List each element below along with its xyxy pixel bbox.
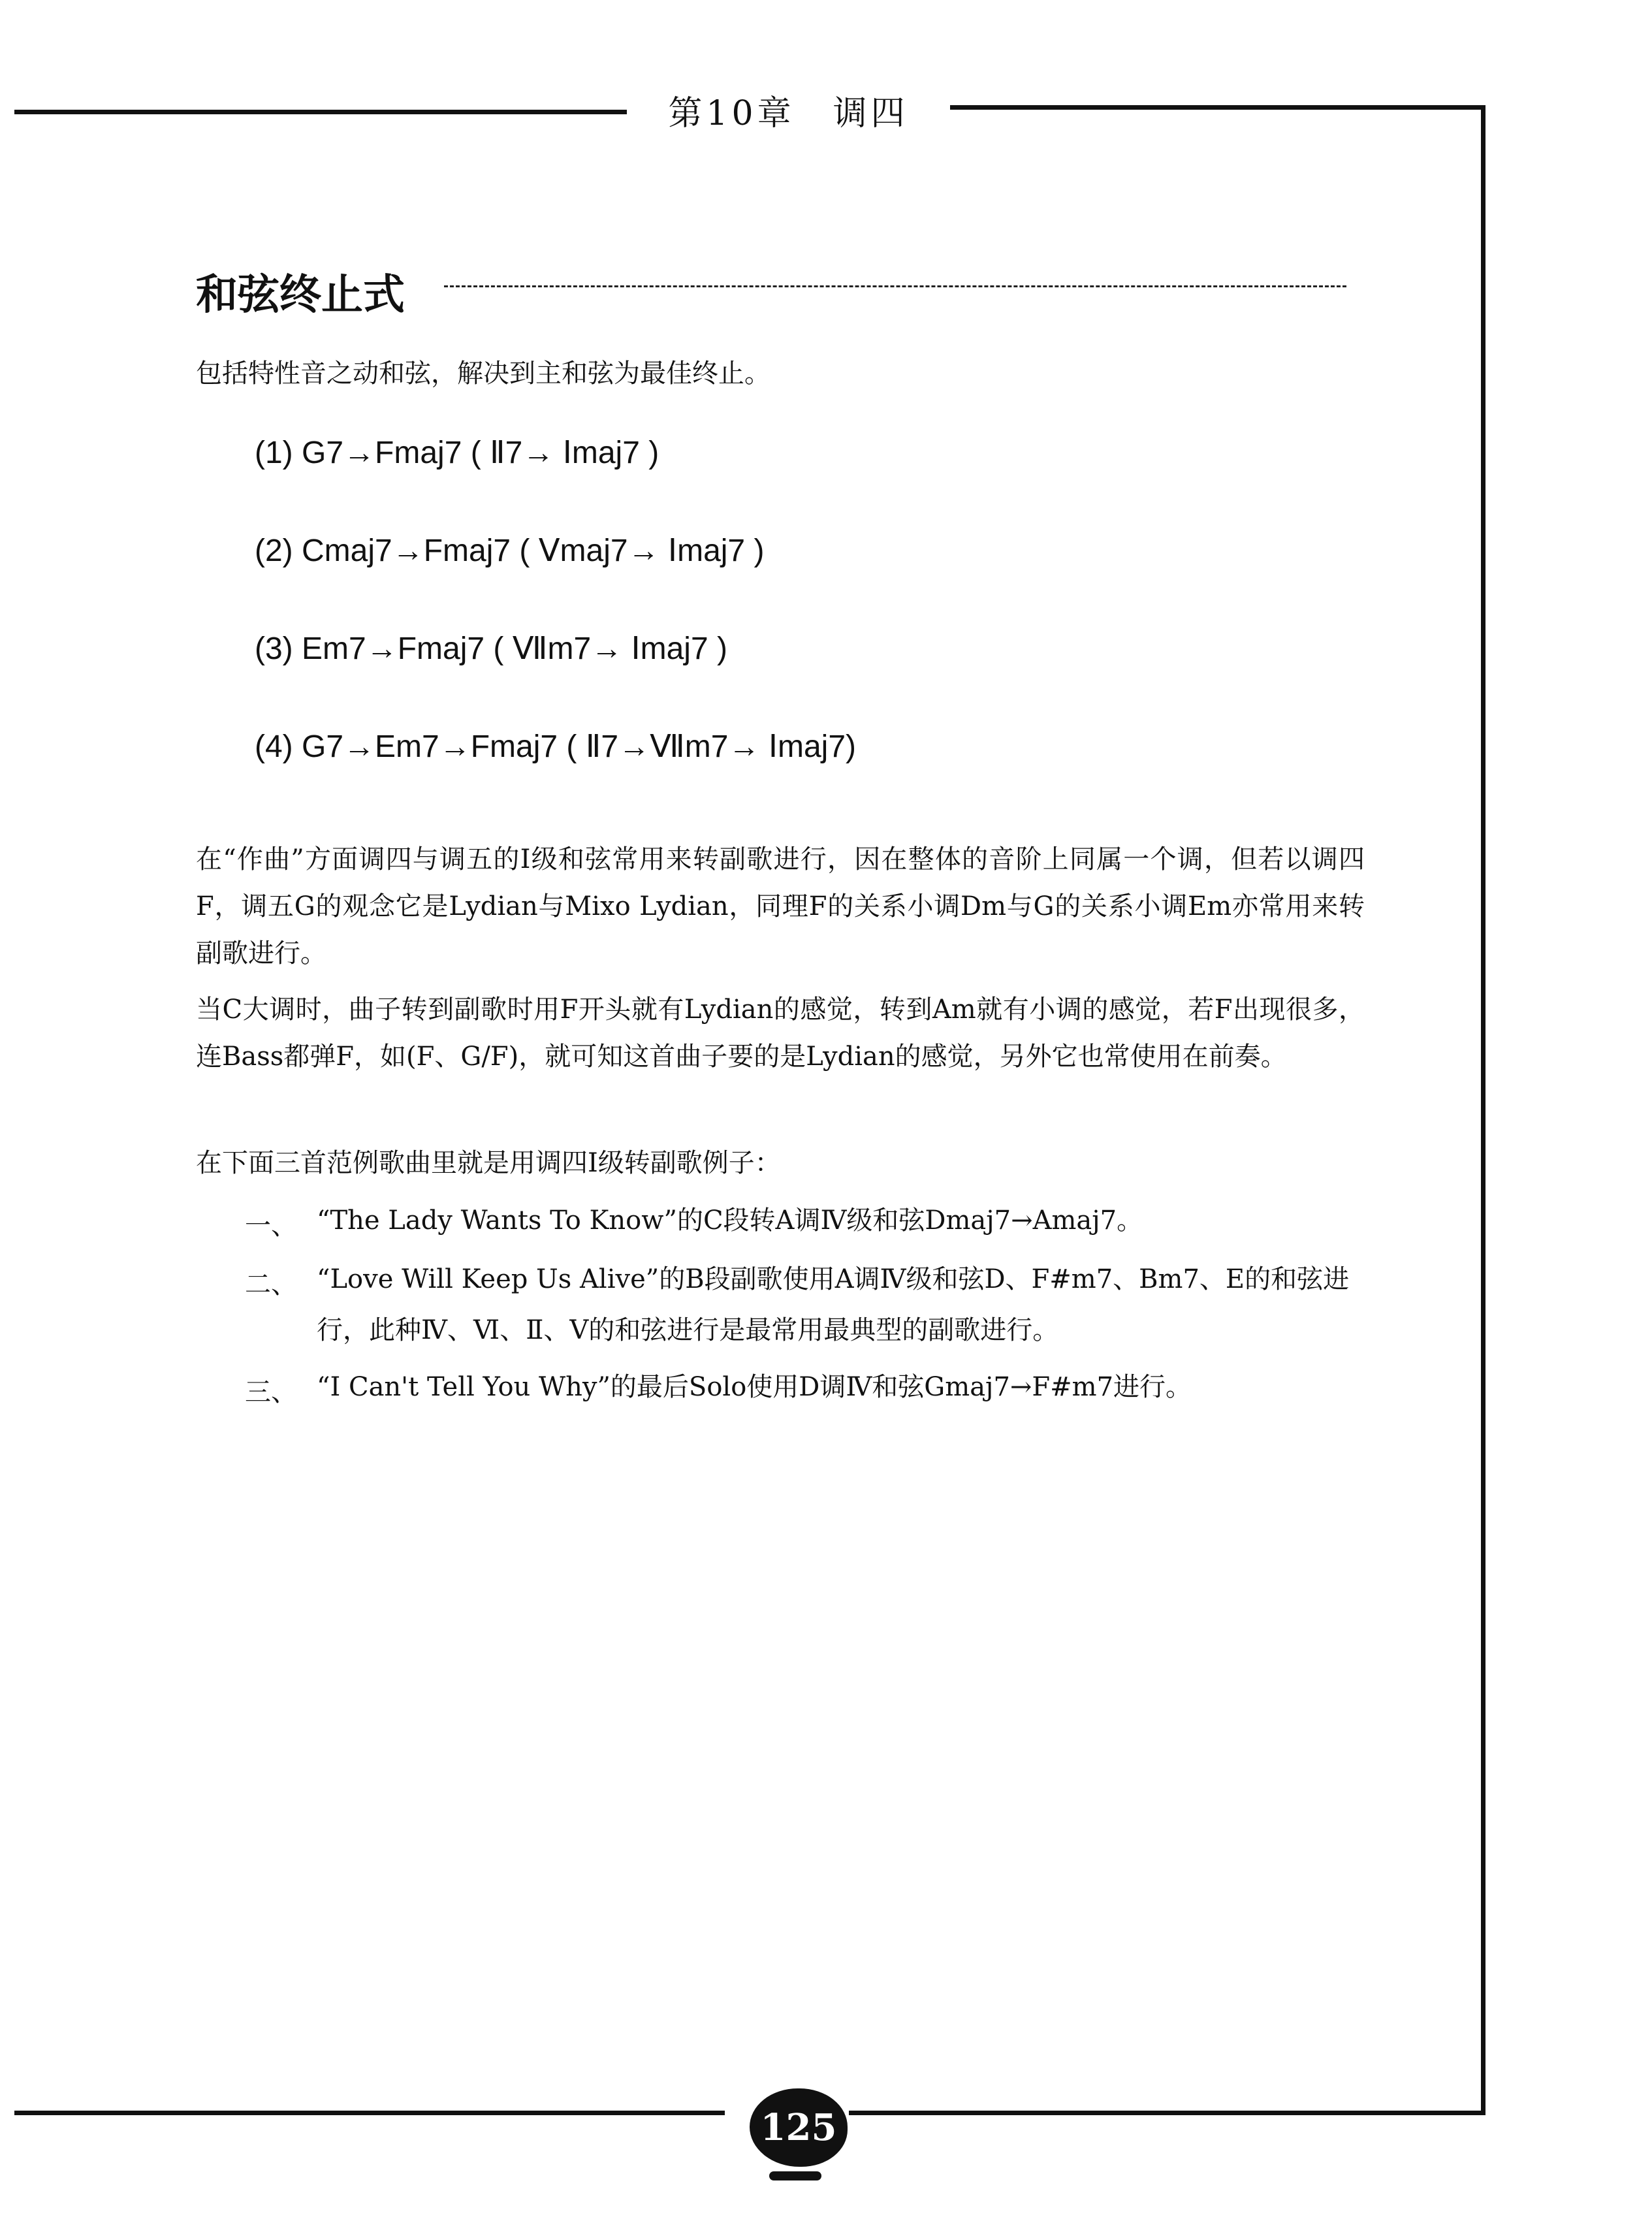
section-title-dashed-rule: [444, 285, 1346, 287]
progression-item: (3) Em7→Fmaj7 ( Ⅶm7→ Ⅰmaj7 ): [255, 631, 727, 666]
list-item-text: “I Can't Tell You Why”的最后Solo使用D调Ⅳ和弦Gmaj7→F#m7进行。: [317, 1372, 1192, 1402]
page-badge-tail: [769, 2171, 821, 2180]
page-right-border: [1481, 105, 1485, 2115]
footer-rule-left: [14, 2111, 725, 2115]
header-rule-right: [950, 105, 1485, 110]
progression-item: (2) Cmaj7→Fmaj7 ( Ⅴmaj7→ Ⅰmaj7 ): [255, 534, 765, 568]
page-number-badge: [750, 2088, 848, 2167]
list-item-text: “The Lady Wants To Know”的C段转A调Ⅳ级和弦Dmaj7→Amaj7。: [317, 1206, 1143, 1236]
list-item-number: 三、: [245, 1377, 297, 1407]
header-rule-left: [14, 110, 627, 114]
list-item-number: 一、: [245, 1211, 297, 1241]
progression-item: (4) G7→Em7→Fmaj7 ( Ⅱ7→Ⅶm7→ Ⅰmaj7): [255, 729, 856, 764]
footer-rule-right: [849, 2111, 1485, 2115]
chapter-title: 第10章 调四: [668, 93, 909, 133]
progression-item: (1) G7→Fmaj7 ( Ⅱ7→ Ⅰmaj7 ): [255, 436, 659, 470]
list-item-number: 二、: [245, 1270, 297, 1300]
body-paragraph: 当C大调时，曲子转到副歌时用F开头就有Lydian的感觉，转到Am就有小调的感觉，若F出现很多，连Bass都弹F，如(F、G/F)，就可知这首曲子要的是Lydian的感觉，另外它也常使用在前奏。: [196, 995, 1365, 1072]
list-item-text: “Love Will Keep Us Alive”的B段副歌使用A调Ⅳ级和弦D、F#m7、Bm7、E的和弦进行，此种Ⅳ、Ⅵ、Ⅱ、Ⅴ的和弦进行是最常用最典型的副歌进行。: [317, 1264, 1350, 1345]
section-intro: 包括特性音之动和弦，解决到主和弦为最佳终止。: [196, 359, 770, 389]
body-paragraph: 在“作曲”方面调四与调五的Ⅰ级和弦常用来转副歌进行，因在整体的音阶上同属一个调，但若以调四F，调五G的观念它是Lydian与Mixo Lydian，同理F的关系小调Dm与G的关系小调Em亦常用来转副歌进行。: [196, 844, 1365, 968]
page-number: 125: [760, 2106, 837, 2149]
section-title: 和弦终止式: [196, 271, 405, 319]
body-paragraph: 在下面三首范例歌曲里就是用调四Ⅰ级转副歌例子：: [196, 1148, 781, 1178]
